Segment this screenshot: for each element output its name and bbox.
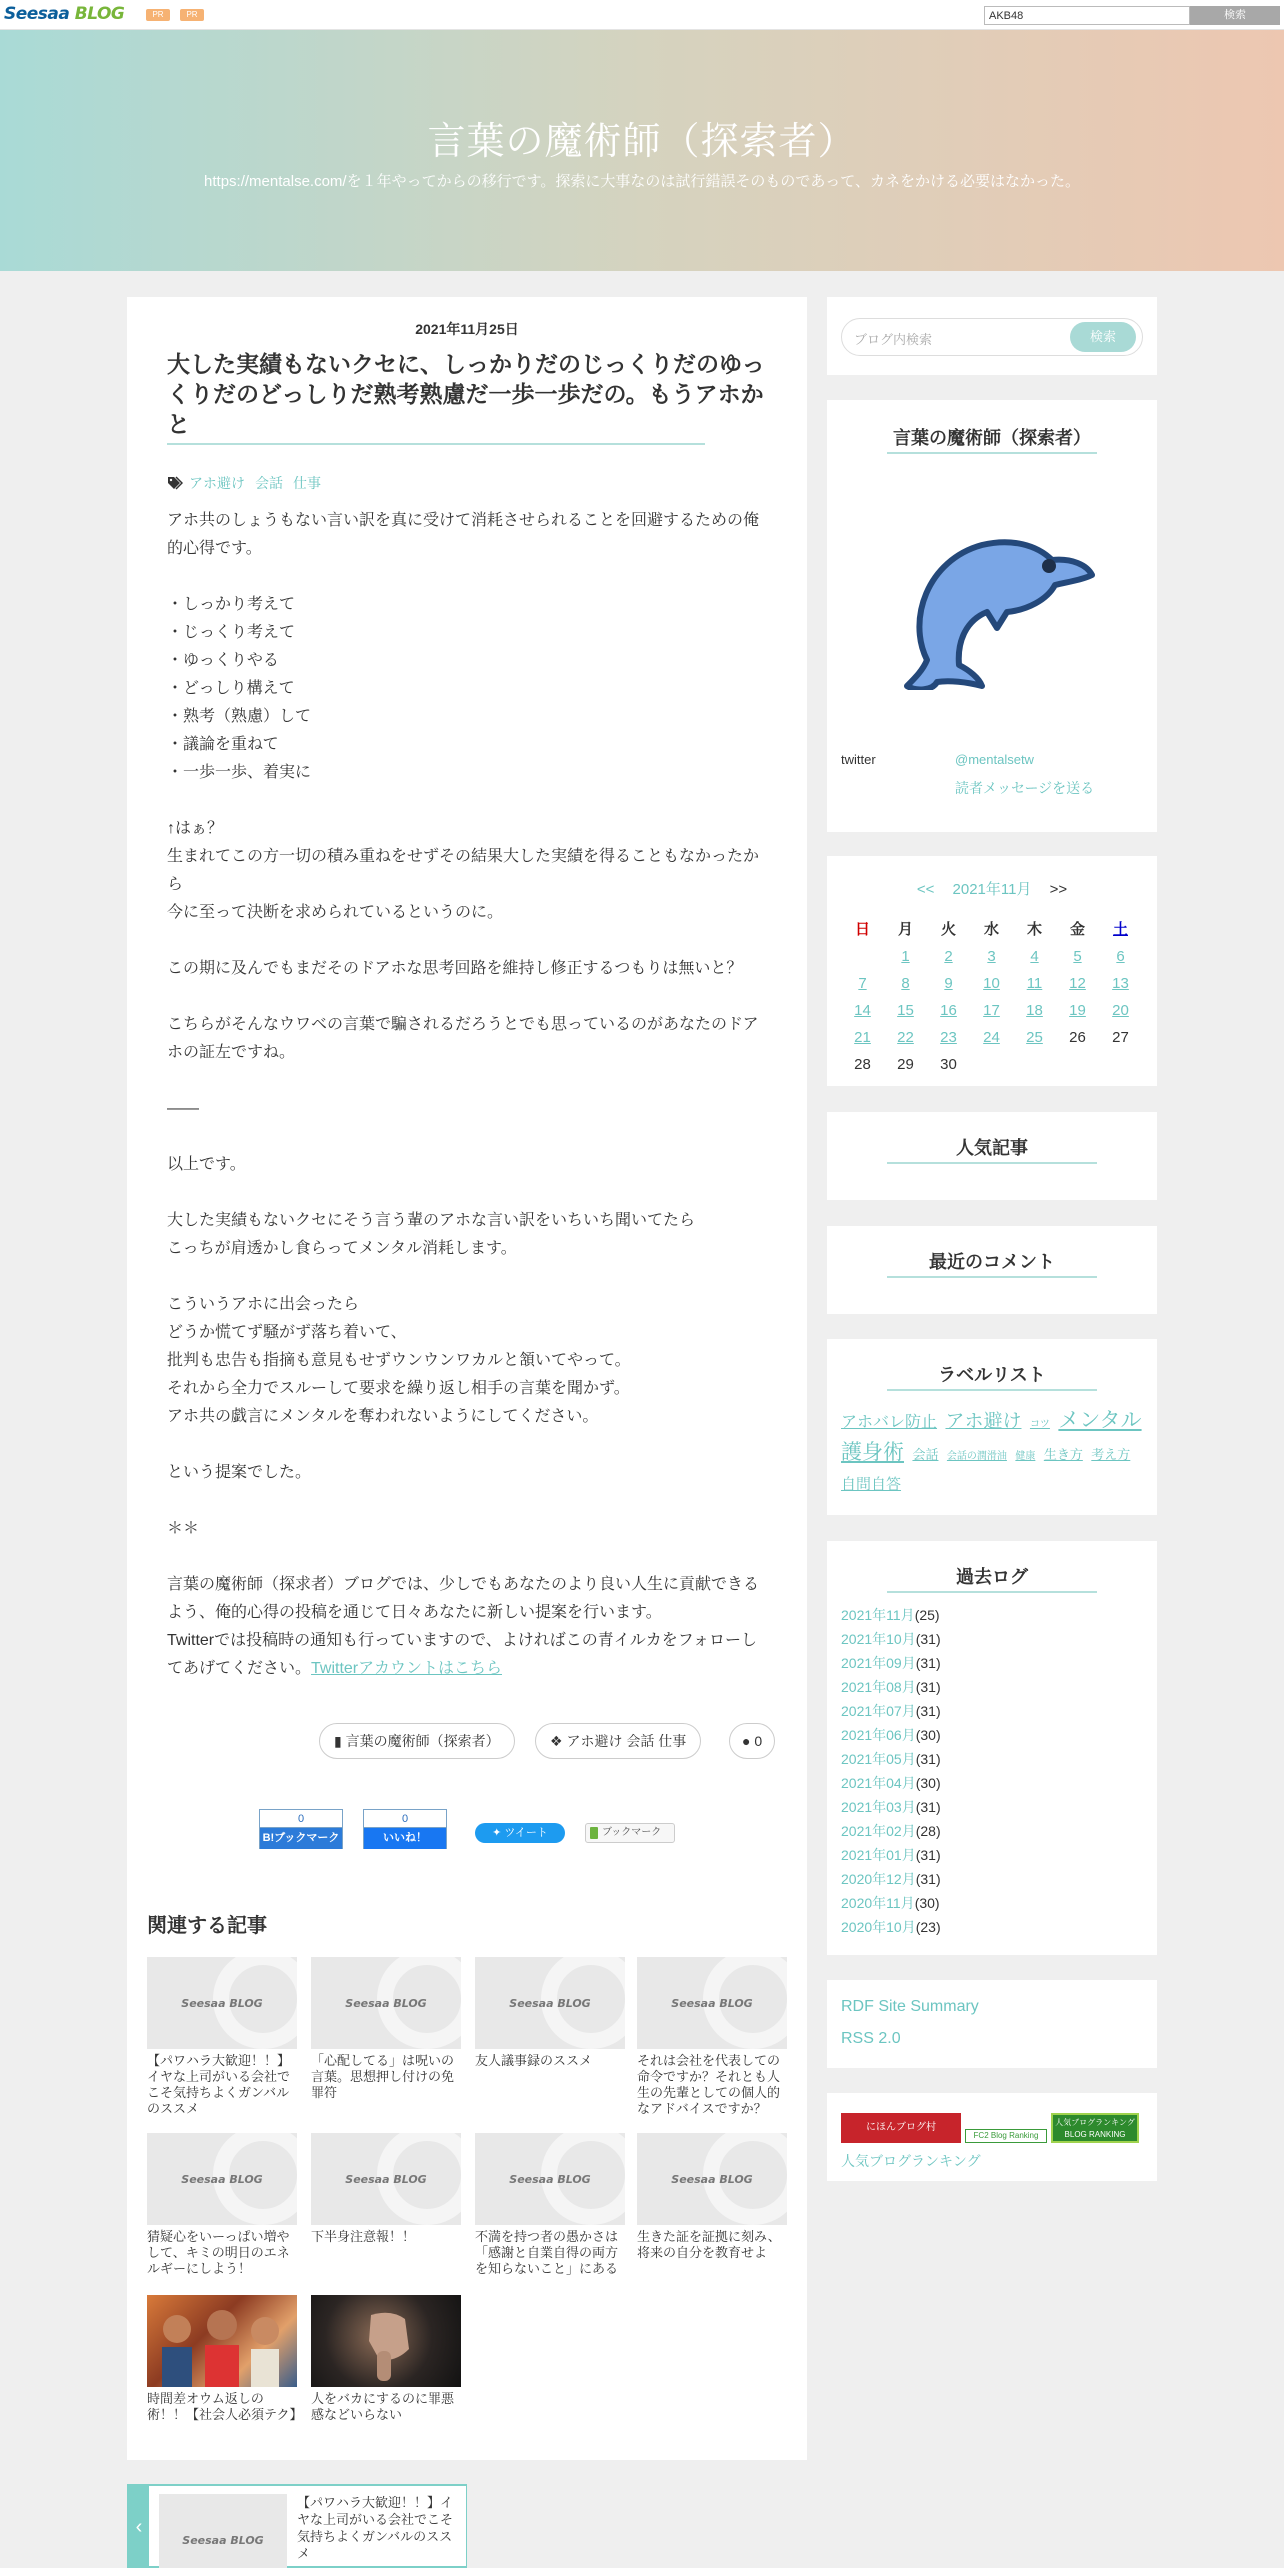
archive-item — [841, 1867, 941, 1891]
calendar-day[interactable]: 25 — [1026, 1029, 1043, 1046]
calendar-widget — [827, 856, 1157, 1086]
archive-count: (31) — [915, 1871, 941, 1887]
blog-pill-label: 言葉の魔術師（探索者） — [345, 1733, 500, 1749]
thumb-logo: Seesaa BLOG — [671, 2173, 753, 2186]
tag-link[interactable]: 仕事 — [293, 475, 321, 491]
archive-item — [841, 1891, 941, 1915]
calendar-day: 29 — [897, 1056, 914, 1073]
ranking-widget — [827, 2093, 1157, 2181]
calendar-day[interactable]: 17 — [983, 1002, 1000, 1019]
twitter-label: twitter — [841, 752, 876, 767]
logo-blog-text: BLOG — [74, 4, 125, 24]
related-title[interactable]: 時間差オウム返しの術！！【社会人必須テク】 — [147, 2391, 303, 2422]
blog-search-button[interactable]: 検索 — [1070, 322, 1136, 352]
related-card[interactable] — [311, 1957, 461, 2101]
thumb-logo: Seesaa BLOG — [509, 2173, 591, 2186]
rdf-link[interactable]: RDF Site Summary — [841, 1998, 979, 2015]
archive-count: (25) — [914, 1607, 940, 1623]
calendar-day: 27 — [1112, 1029, 1129, 1046]
archive-item — [841, 1747, 941, 1771]
calendar-day[interactable]: 24 — [983, 1029, 1000, 1046]
related-title[interactable]: 不満を持つ者の愚かさは「感謝と自業自得の両方を知らないこと」にある — [475, 2229, 619, 2276]
label-list-widget — [827, 1339, 1157, 1515]
rss-link[interactable]: RSS 2.0 — [841, 2030, 901, 2047]
label-link[interactable]: 考え方 — [1091, 1447, 1131, 1462]
archive-item — [841, 1819, 941, 1843]
tag-link[interactable]: アホ避け — [189, 475, 245, 491]
calendar-day[interactable]: 2 — [944, 948, 953, 965]
recent-comments-heading: 最近のコメント — [929, 1252, 1055, 1272]
related-photo-thumbsdown — [311, 2295, 461, 2387]
search-placeholder: ブログ内検索 — [854, 332, 933, 347]
tag-link[interactable]: 会話 — [255, 475, 283, 491]
heading-underline — [887, 1162, 1097, 1164]
feeds-widget — [827, 1980, 1157, 2068]
tags-icon — [167, 475, 183, 491]
calendar-weekday: 水 — [983, 921, 999, 938]
thumb-logo: Seesaa BLOG — [345, 1997, 427, 2010]
calendar-day[interactable]: 23 — [940, 1029, 957, 1046]
related-card[interactable] — [311, 2133, 461, 2245]
archive-item — [841, 1627, 941, 1651]
related-heading: 関連する記事 — [147, 1915, 267, 1937]
calendar-day[interactable]: 18 — [1026, 1002, 1043, 1019]
archive-item — [841, 1651, 941, 1675]
post-body — [167, 507, 767, 1683]
archive-item — [841, 1699, 941, 1723]
label-link[interactable]: 会話 — [912, 1447, 939, 1462]
archive-item — [841, 1771, 941, 1795]
heading-underline — [887, 1591, 1097, 1593]
archive-item — [841, 1795, 941, 1819]
related-card[interactable] — [147, 2295, 303, 2423]
archive-count: (28) — [915, 1823, 941, 1839]
archive-count: (31) — [915, 1799, 941, 1815]
thumb-logo: Seesaa BLOG — [181, 2173, 263, 2186]
related-thumbnail — [147, 2133, 297, 2225]
label-link[interactable]: 自問自答 — [841, 1476, 902, 1493]
related-title[interactable]: 下半身注意報！！ — [311, 2229, 416, 2244]
comments-pill[interactable] — [729, 1723, 775, 1759]
article-container — [127, 297, 807, 2460]
archive-count: (30) — [915, 1727, 941, 1743]
calendar-day[interactable]: 14 — [854, 1002, 871, 1019]
label-cloud — [841, 1407, 1143, 1499]
blog-title[interactable]: 言葉の魔術師（探索者） — [427, 121, 857, 163]
calendar-weekday: 金 — [1069, 921, 1085, 938]
heading-underline — [887, 1389, 1097, 1391]
archive-month-link[interactable]: 2021年11月 — [841, 1607, 915, 1623]
related-title[interactable]: 友人議事録のススメ — [475, 2053, 593, 2068]
calendar-day[interactable]: 8 — [901, 975, 910, 992]
calendar-header — [827, 878, 1157, 899]
related-title[interactable]: 猜疑心をいーっぱい増やして、キミの明日のエネルギーにしよう！ — [147, 2229, 290, 2276]
top-bar — [0, 0, 1284, 30]
archive-item — [841, 1603, 941, 1627]
archive-count: (31) — [915, 1847, 941, 1863]
chevron-left-icon[interactable]: ‹ — [129, 2486, 149, 2568]
related-title[interactable]: 【パワハラ大歓迎！！】イヤな上司がいる会社でこそ気持ちよくガンバルのススメ — [147, 2053, 291, 2116]
archive-month-link[interactable]: 2020年12月 — [841, 1871, 916, 1887]
blog-search-input[interactable] — [841, 318, 1143, 356]
tags-pill-label: アホ避け 会話 仕事 — [566, 1733, 687, 1749]
calendar-weekday: 土 — [1112, 921, 1128, 938]
thumb-logo: Seesaa BLOG — [345, 2173, 427, 2186]
calendar-day[interactable]: 21 — [854, 1029, 871, 1046]
comment-count: 0 — [754, 1733, 763, 1749]
related-title[interactable]: それは会社を代表しての命令ですか？それとも人生の先輩としての個人的なアドバイスですか？ — [637, 2053, 781, 2116]
pocket-label: ブックマーク — [602, 1827, 662, 1838]
pr-badge[interactable]: PR — [180, 9, 204, 21]
blog-header — [0, 30, 1284, 271]
fb-count: 0 — [364, 1810, 446, 1828]
archive-list — [841, 1603, 941, 1939]
archive-count: (31) — [915, 1631, 941, 1647]
archive-heading: 過去ログ — [956, 1567, 1028, 1587]
calendar-day[interactable]: 9 — [944, 975, 953, 992]
related-card[interactable] — [637, 1957, 787, 2117]
related-card[interactable] — [147, 1957, 297, 2117]
post-title[interactable]: 大した実績もないクセに、しっかりだのじっくりだのゆっくりだのどっしりだ熟考熟慮だ一歩一歩だの。もうアホかと — [167, 351, 765, 437]
archive-month-link[interactable]: 2021年04月 — [841, 1775, 916, 1791]
bookmark-icon: ▮ — [334, 1733, 342, 1749]
calendar-weekday: 日 — [854, 921, 870, 938]
archive-month-link[interactable]: 2020年10月 — [841, 1919, 916, 1935]
calendar-day: 28 — [854, 1056, 871, 1073]
heading-underline — [887, 452, 1097, 454]
calendar-day[interactable]: 13 — [1112, 975, 1129, 992]
hatena-count: 0 — [260, 1810, 342, 1828]
post-tags — [167, 473, 321, 493]
related-thumbnail — [475, 2133, 625, 2225]
archive-month-link[interactable]: 2021年10月 — [841, 1631, 916, 1647]
logo-text: Seesaa — [4, 4, 70, 24]
post-date: 2021年11月25日 — [415, 321, 519, 337]
related-title[interactable]: 生きた証を証拠に刻み、将来の自分を教育せよ — [637, 2229, 781, 2260]
reader-message-link[interactable]: 読者メッセージを送る — [955, 780, 1095, 796]
archive-item — [841, 1843, 941, 1867]
recent-comments-widget — [827, 1226, 1157, 1314]
calendar-day[interactable]: 19 — [1069, 1002, 1086, 1019]
post-body-text: アホ共のしょうもない言い訳を真に受けて消耗させられることを回避するための俺的心得です。 ・しっかり考えて ・じっくり考えて ・ゆっくりやる ・どっしり構えて ・熟考（熟慮）して ・議論を重ねて ・一歩一歩、着実に ↑はぁ？ 生まれてこの方一切の積み重ねをせずその結果大した実績を得ることもなかったから 今に至って決断を求められているというのに。 この期に及んでもまだそのドアホな思考回路を維持し修正するつもりは無いと？ こちらがそんなウワベの言葉で騙されるだろうとでも思っているのがあなたのドアホの証左ですね。 ―― 以上です。 大した実績もないクセにそう言う輩のアホな言い訳をいちいち聞いてたら こっちが肩透かし食らってメンタル消耗します。 こういうアホに出会ったら どうか慌てず騒がず落ち着いて、 批判も忠告も指摘も意見もせずウンウンワカルと頷いてやって。 それから全力でスルーして要求を繰り返し相手の言葉を聞かず。 アホ共の戯言にメンタルを奪われないようにしてください。 という提案でした。 ＊＊ 言葉の魔術師（探求者）ブログでは、少しでもあなたのより良い人生に貢献できるよう、俺的心得の投稿を通じて日々あなたに新しい提案を行います。 Twitterでは投稿時の通知も行っていますので、よければこの青イルカをフォローしてあげてください。 — [167, 512, 760, 1677]
related-thumbnail — [147, 1957, 297, 2049]
prev-post-title[interactable]: 【パワハラ大歓迎！！】イヤな上司がいる会社でこそ気持ちよくガンバルのススメ — [297, 2495, 454, 2561]
calendar-day[interactable]: 12 — [1069, 975, 1086, 992]
calendar-day[interactable]: 7 — [858, 975, 867, 992]
fb-label: いいね！ — [364, 1828, 446, 1849]
related-thumbnail — [311, 2133, 461, 2225]
rank3-sub: BLOG RANKING — [1064, 2130, 1126, 2139]
popular-posts-widget — [827, 1112, 1157, 1200]
pr-badge[interactable]: PR — [146, 9, 170, 21]
archive-month-link[interactable]: 2021年05月 — [841, 1751, 916, 1767]
calendar-day[interactable]: 4 — [1030, 948, 1039, 965]
hatena-label: B!ブックマーク — [260, 1828, 342, 1849]
archive-count: (30) — [915, 1775, 941, 1791]
related-card[interactable] — [637, 2133, 787, 2261]
global-search-input[interactable]: AKB48 — [984, 6, 1190, 25]
facebook-like-button[interactable] — [363, 1809, 447, 1849]
seesaa-logo[interactable] — [4, 4, 124, 24]
global-search-button[interactable]: 検索 — [1190, 6, 1280, 25]
calendar-day[interactable]: 6 — [1116, 948, 1125, 965]
twitter-handle-link[interactable]: @mentalsetw — [955, 752, 1034, 767]
calendar-day[interactable]: 11 — [1026, 975, 1043, 992]
thumb-logo: Seesaa BLOG — [181, 1997, 263, 2010]
calendar-day[interactable]: 22 — [897, 1029, 914, 1046]
archive-month-link[interactable]: 2021年01月 — [841, 1847, 916, 1863]
related-title[interactable]: 「心配してる」は呪いの言葉。思想押し付けの免罪符 — [311, 2053, 455, 2100]
prev-post-thumbnail — [159, 2494, 287, 2568]
fc2-ranking-banner[interactable]: FC2 Blog Ranking — [965, 2129, 1047, 2143]
archive-month-link[interactable]: 2021年03月 — [841, 1799, 916, 1815]
profile-widget — [827, 400, 1157, 832]
archive-month-link[interactable]: 2021年09月 — [841, 1655, 916, 1671]
related-card[interactable] — [475, 2133, 625, 2277]
archive-count: (31) — [915, 1703, 941, 1719]
pocket-icon — [590, 1827, 598, 1839]
label-link[interactable]: 健康 — [1015, 1451, 1036, 1462]
title-underline — [167, 443, 705, 445]
archive-count: (30) — [914, 1895, 940, 1911]
popular-heading: 人気記事 — [956, 1138, 1028, 1158]
calendar-weekday: 木 — [1026, 921, 1042, 938]
archive-month-link[interactable]: 2021年06月 — [841, 1727, 916, 1743]
blog-search-widget — [827, 297, 1157, 375]
archive-item — [841, 1915, 941, 1939]
archive-month-link[interactable]: 2021年02月 — [841, 1823, 916, 1839]
related-thumbnail — [637, 1957, 787, 2049]
archive-month-link[interactable]: 2020年11月 — [841, 1895, 915, 1911]
calendar-day[interactable]: 20 — [1112, 1002, 1129, 1019]
archive-item — [841, 1675, 941, 1699]
calendar-day[interactable]: 3 — [987, 948, 996, 965]
calendar-month[interactable]: 2021年11月 — [952, 881, 1032, 898]
calendar-weekday: 火 — [940, 921, 956, 938]
label-link[interactable]: アホ避け — [945, 1411, 1022, 1432]
nihon-blogmura-banner[interactable]: にほんブログ村 — [841, 2113, 961, 2143]
calendar-day[interactable]: 1 — [901, 948, 910, 965]
label-link[interactable]: 生き方 — [1043, 1447, 1083, 1462]
blog-pill[interactable] — [319, 1723, 515, 1759]
calendar-weekday: 月 — [897, 921, 913, 938]
related-card[interactable] — [475, 1957, 625, 2069]
ninki-blog-ranking-banner[interactable] — [1051, 2113, 1139, 2143]
labels-heading: ラベルリスト — [938, 1365, 1046, 1385]
ninki-ranking-link[interactable]: 人気ブログランキング — [841, 2153, 981, 2169]
tweet-button[interactable] — [475, 1823, 565, 1843]
calendar-day[interactable]: 10 — [983, 975, 1000, 992]
label-link[interactable]: コツ — [1029, 1419, 1050, 1430]
thumb-logo: Seesaa BLOG — [182, 2534, 264, 2547]
calendar-day: 30 — [940, 1056, 957, 1073]
related-thumbnail — [637, 2133, 787, 2225]
calendar-next[interactable]: >> — [1049, 881, 1068, 898]
archive-widget — [827, 1541, 1157, 1955]
thumb-logo: Seesaa BLOG — [671, 1997, 753, 2010]
twitter-bird-icon: ✦ — [492, 1827, 502, 1839]
archive-count: (31) — [915, 1679, 941, 1695]
calendar-day: 26 — [1069, 1029, 1086, 1046]
related-thumbnail — [475, 1957, 625, 2049]
archive-count: (31) — [915, 1751, 941, 1767]
related-card[interactable] — [311, 2295, 461, 2423]
tags-icon: ❖ — [550, 1733, 563, 1749]
related-thumbnail — [311, 1957, 461, 2049]
pocket-button[interactable] — [585, 1823, 675, 1843]
archive-count: (23) — [915, 1919, 941, 1935]
heading-underline — [887, 1276, 1097, 1278]
dolphin-avatar-icon — [887, 500, 1097, 695]
archive-count: (31) — [915, 1655, 941, 1671]
comment-icon: ● — [742, 1733, 751, 1749]
rank3-label: 人気ブログランキング — [1055, 2118, 1135, 2127]
tags-pill[interactable] — [535, 1723, 701, 1759]
post-footer — [127, 1723, 807, 1759]
blog-description: https://mentalse.com/を１年やってからの移行です。探索に大事なのは試行錯誤そのものであって、カネをかける必要はなかった。 — [204, 173, 1080, 190]
archive-month-link[interactable]: 2021年08月 — [841, 1679, 916, 1695]
calendar-day[interactable]: 5 — [1073, 948, 1082, 965]
calendar-day[interactable]: 15 — [897, 1002, 914, 1019]
label-link[interactable]: メンタル護身術 — [841, 1409, 1142, 1464]
twitter-account-link[interactable]: Twitterアカウントはこちら — [311, 1660, 502, 1677]
archive-month-link[interactable]: 2021年07月 — [841, 1703, 916, 1719]
thumb-logo: Seesaa BLOG — [509, 1997, 591, 2010]
label-link[interactable]: 会話の潤滑油 — [946, 1451, 1007, 1462]
profile-heading: 言葉の魔術師（探索者） — [893, 428, 1091, 448]
tweet-label: ツイート — [504, 1827, 548, 1839]
prev-post-nav[interactable] — [127, 2484, 467, 2568]
related-photo-children — [147, 2295, 297, 2387]
calendar-day[interactable]: 16 — [940, 1002, 957, 1019]
calendar-prev[interactable]: << — [916, 881, 935, 898]
archive-item — [841, 1723, 941, 1747]
hatena-bookmark-button[interactable] — [259, 1809, 343, 1849]
label-link[interactable]: アホバレ防止 — [841, 1414, 938, 1431]
related-title[interactable]: 人をバカにするのに罪悪感などいらない — [311, 2391, 455, 2422]
related-card[interactable] — [147, 2133, 297, 2277]
